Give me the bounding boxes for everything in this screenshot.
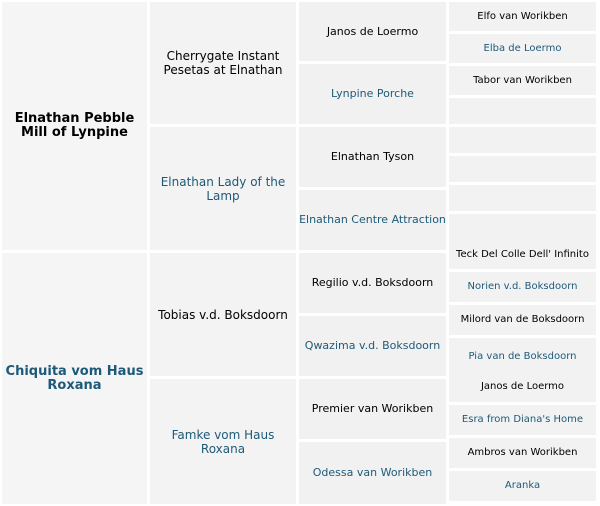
pedigree-cell-gen4-1 [449,2,596,31]
pedigree-cell-sire [2,2,147,250]
pedigree-cell-gen2-3 [150,253,296,376]
pedigree-cell-gen2-4[interactable] [150,379,296,504]
pedigree-cell-gen4-5 [449,127,596,153]
pedigree-cell-gen4-10[interactable] [449,272,596,302]
ancestor-link[interactable]: Elnathan Lady of the Lamp [160,174,286,203]
pedigree-cell-gen4-15 [449,438,596,468]
pedigree-cell-gen4-3 [449,66,596,95]
ancestor-name: Teck Del Colle Dell' Infinito [456,248,589,260]
pedigree-cell-gen4-7 [449,185,596,211]
ancestor-link[interactable]: Qwazima v.d. Boksdoorn [304,339,441,352]
pedigree-cell-dam[interactable] [2,253,147,504]
ancestor-name: Elnathan Pebble Mill of Lynpine [14,111,135,140]
ancestor-name: Ambros van Worikben [467,447,578,458]
ancestor-name: Tabor van Worikben [473,74,572,86]
pedigree-cell-gen3-5 [299,253,446,313]
pedigree-cell-gen3-6[interactable] [299,316,446,376]
pedigree-cell-gen4-11 [449,305,596,335]
pedigree-cell-gen4-4 [449,98,596,124]
ancestor-link[interactable]: Elba de Loermo [483,42,562,54]
pedigree-cell-gen4-16[interactable] [449,471,596,501]
ancestor-name: Janos de Loermo [480,381,565,392]
ancestor-link[interactable]: Odessa van Worikben [312,466,433,479]
ancestor-link[interactable]: Lynpine Porche [331,87,414,100]
ancestor-link[interactable]: Pia van de Boksdoorn [468,351,577,362]
pedigree-cell-gen3-1 [299,2,446,61]
ancestor-link[interactable]: Norien v.d. Boksdoorn [467,281,578,292]
pedigree-cell-gen4-12[interactable] [449,338,596,376]
ancestor-link[interactable]: Chiquita vom Haus Roxana [5,363,144,393]
ancestor-link[interactable]: Esra from Diana's Home [461,414,584,425]
ancestor-link[interactable]: Aranka [504,480,541,491]
pedigree-cell-gen4-14[interactable] [449,405,596,435]
pedigree-cell-gen4-13 [449,372,596,402]
pedigree-cell-gen3-7 [299,379,446,439]
pedigree-cell-gen2-2[interactable] [150,127,296,250]
pedigree-cell-gen4-9 [449,240,596,269]
pedigree-cell-gen3-3 [299,127,446,187]
ancestor-name: Tobias v.d. Boksdoorn [158,307,288,322]
pedigree-cell-gen4-2[interactable] [449,34,596,63]
ancestor-link[interactable]: Elnathan Centre Attraction [299,213,446,226]
pedigree-cell-gen3-2[interactable] [299,64,446,124]
ancestor-name: Premier van Worikben [311,402,434,415]
ancestor-name: Milord van de Boksdoorn [460,314,585,325]
ancestor-link[interactable]: Famke vom Haus Roxana [171,427,275,456]
ancestor-name: Cherrygate Instant Pesetas at Elnathan [163,49,283,77]
pedigree-cell-gen2-1 [150,2,296,124]
ancestor-name: Elfo van Worikben [477,10,568,22]
pedigree-cell-gen3-4[interactable] [299,190,446,250]
ancestor-name: Janos de Loermo [326,24,419,38]
ancestor-name: Elnathan Tyson [330,150,415,163]
pedigree-cell-gen4-6 [449,156,596,182]
pedigree-cell-gen3-8[interactable] [299,442,446,504]
ancestor-name: Regilio v.d. Boksdoorn [311,276,434,289]
